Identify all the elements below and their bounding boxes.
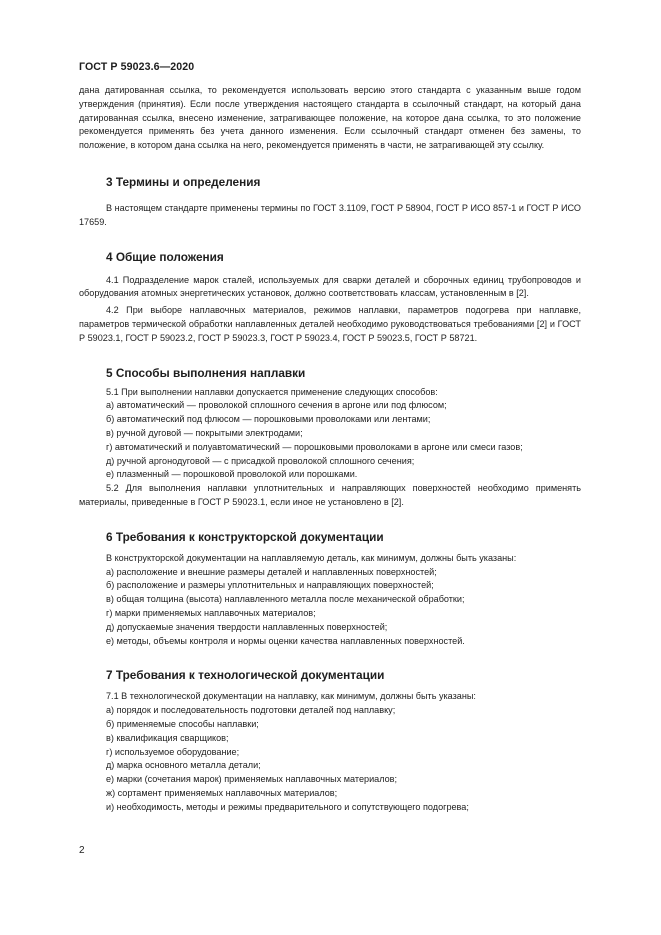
section-6-heading: 6 Требования к конструкторской документации — [106, 529, 384, 544]
section-7-1-intro: 7.1 В технологической документации на наплавку, как минимум, должны быть указаны: — [106, 691, 476, 702]
list-item: ж) сортамент применяемых наплавочных материалов; — [106, 787, 338, 798]
list-item: и) необходимость, методы и режимы предварительного и сопутствующего подогрева; — [106, 801, 469, 812]
page-content — [79, 84, 581, 814]
section-5-heading: 5 Способы выполнения наплавки — [106, 365, 306, 380]
list-item: г) используемое оборудование; — [106, 746, 240, 757]
section-5-list — [79, 399, 581, 482]
section-5-1-intro: 5.1 При выполнении наплавки допускается применение следующих способов: — [106, 386, 438, 397]
list-item: г) марки применяемых наплавочных материалов; — [106, 607, 316, 618]
standard-header: ГОСТ Р 59023.6—2020 — [79, 61, 195, 73]
list-item: д) допускаемые значения твердости наплавленных поверхностей; — [106, 621, 388, 632]
page-number: 2 — [79, 845, 85, 856]
list-item: е) плазменный — порошковой проволокой или порошками. — [106, 469, 358, 480]
section-4-heading: 4 Общие положения — [106, 249, 224, 264]
list-item: е) методы, объемы контроля и нормы оценки качества наплавленных поверхностей. — [106, 635, 465, 646]
list-item: в) общая толщина (высота) наплавленного металла после механической обработки; — [106, 594, 465, 605]
list-item: а) автоматический — проволокой сплошного сечения в аргоне или под флюсом; — [106, 400, 447, 411]
section-3-paragraph: В настоящем стандарте применены термины по ГОСТ 3.1109, ГОСТ Р 58904, ГОСТ Р ИСО 857-1 и ГОСТ Р ИСО 17659. — [79, 202, 581, 227]
section-5-2-paragraph: 5.2 Для выполнения наплавки уплотнительных и направляющих поверхностей необходимо применять материалы, приведенные в ГОСТ Р 59023.1, если иное не установлено в [2]. — [79, 483, 581, 507]
section-3-heading: 3 Термины и определения — [106, 174, 261, 189]
section-6-list — [79, 566, 581, 649]
list-item: а) расположение и внешние размеры деталей и наплавленных поверхностей; — [106, 566, 437, 577]
list-item: д) ручной аргонодуговой — с присадкой проволокой сплошного сечения; — [106, 455, 415, 466]
list-item: в) ручной дуговой — покрытыми электродами; — [106, 427, 303, 438]
list-item: г) автоматический и полуавтоматический — порошковыми проволоками в аргоне или смеси газов; — [106, 441, 523, 452]
list-item: б) применяемые способы наплавки; — [106, 718, 259, 729]
section-4-2-paragraph: 4.2 При выборе наплавочных материалов, режимов наплавки, параметров подогрева при наплавке, параметров термической обработки наплавленных деталей необходимо руководствоваться требованиями [2] и ГОСТ Р 59023.1, ГОСТ Р 59023.2, ГОСТ Р 59023.3, ГОСТ Р 59023.4, ГОСТ Р 59023.5, ГОСТ Р 58721. — [79, 305, 581, 343]
section-7-heading: 7 Требования к технологической документации — [106, 668, 385, 683]
section-7-list — [79, 704, 581, 814]
section-4-1-paragraph: 4.1 Подразделение марок сталей, используемых для сварки деталей и сборочных единиц трубопроводов и оборудования атомных энергетических установок, должно соответствовать классам, установленным в [2]. — [79, 274, 581, 299]
list-item: д) марка основного металла детали; — [106, 760, 261, 771]
list-item: в) квалификация сварщиков; — [106, 732, 229, 743]
list-item: а) порядок и последовательность подготовки деталей под наплавку; — [106, 705, 396, 716]
list-item: е) марки (сочетания марок) применяемых наплавочных материалов; — [106, 774, 398, 785]
list-item: б) автоматический под флюсом — порошковыми проволоками или лентами; — [106, 414, 431, 425]
list-item: б) расположение и размеры уплотнительных и направляющих поверхностей; — [106, 580, 434, 591]
intro-paragraph: дана датированная ссылка, то рекомендуется использовать версию этого стандарта с указанным выше годом утверждения (принятия). Если после утверждения настоящего стандарта в ссылочный стандарт, на который дана датированная ссылка, внесено изменение, затрагивающее положение, на которое дана ссылка, то это положение рекомендуется применять без учета данного изменения. Если ссылочный стандарт отменен без замены, то положение, в котором дана ссылка на него, рекомендуется применять в части, не затрагивающей эту ссылку. — [79, 85, 581, 151]
section-6-intro: В конструкторской документации на наплавляемую деталь, как минимум, должны быть указаны: — [106, 552, 517, 563]
